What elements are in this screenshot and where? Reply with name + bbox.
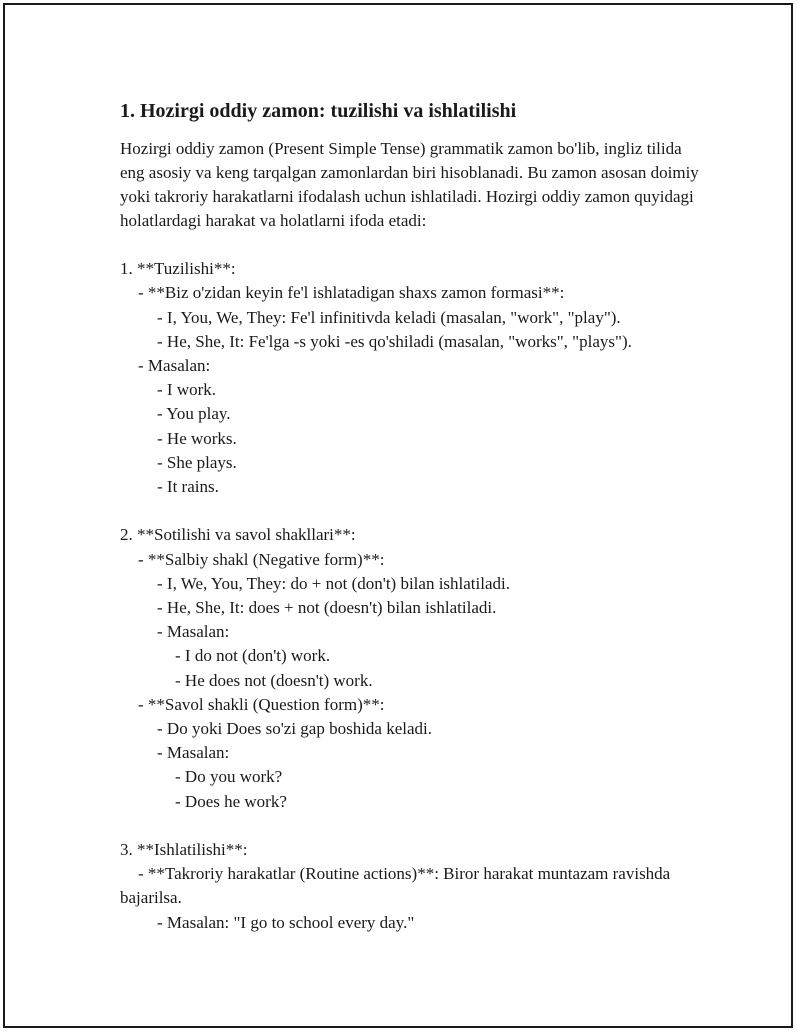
spacer <box>120 499 700 523</box>
spacer <box>120 233 700 257</box>
section-1-title: 1. **Tuzilishi**: <box>120 259 236 279</box>
section-1-sub-2: - Masalan: <box>138 356 211 375</box>
section-3-title: 3. **Ishlatilishi**: <box>120 840 248 860</box>
list-item: - I work. <box>157 380 217 400</box>
section-3-sub-1: - **Takroriy harakatlar (Routine actions)**: Biror harakat muntazam ravishda bajarilsa. <box>120 864 671 908</box>
list-item: - I, You, We, They: Fe'l infinitivda keladi (masalan, "work", "play"). <box>157 307 621 327</box>
intro-paragraph: Hozirgi oddiy zamon (Present Simple Tense) grammatik zamon bo'lib, ingliz tilida eng asosiy va keng tarqalgan zamonlardan biri hisoblanadi. Bu zamon asosan doimiy yoki takroriy harakatlarni ifodalash uchun ishlatiladi. Hozirgi oddiy zamon quyidagi holatlardagi harakat va holatlarni ifoda etadi: <box>120 139 699 230</box>
list-item: - He, She, It: Fe'lga -s yoki -es qo'shiladi (masalan, "works", "plays"). <box>157 331 632 351</box>
list-item: - She plays. <box>157 452 237 472</box>
list-item: - I, We, You, They: do + not (don't) bilan ishlatiladi. <box>157 573 510 593</box>
document-content <box>120 97 700 935</box>
section-heading: 1. Hozirgi oddiy zamon: tuzilishi va ishlatilishi <box>120 100 517 122</box>
list-item: - You play. <box>157 404 231 424</box>
list-item: - Masalan: <box>157 622 230 642</box>
section-1-sub-1: - **Biz o'zidan keyin fe'l ishlatadigan shaxs zamon formasi**: <box>138 283 565 303</box>
list-item: - Masalan: <box>157 743 230 763</box>
example-item: - Do you work? <box>175 767 283 787</box>
list-item: - It rains. <box>157 477 219 497</box>
example-item: - I do not (don't) work. <box>175 646 331 666</box>
example-item: - He does not (doesn't) work. <box>175 670 373 690</box>
example-item: - Does he work? <box>175 791 287 811</box>
spacer <box>120 814 700 838</box>
list-item: - Do yoki Does so'zi gap boshida keladi. <box>157 719 433 739</box>
list-item: - Masalan: "I go to school every day." <box>157 912 415 932</box>
section-2-sub-1: - **Salbiy shakl (Negative form)**: <box>138 549 385 569</box>
list-item: - He, She, It: does + not (doesn't) bilan ishlatiladi. <box>157 598 497 618</box>
document-page <box>3 3 793 1028</box>
list-item: - He works. <box>157 428 237 448</box>
section-2-sub-2: - **Savol shakli (Question form)**: <box>138 694 385 714</box>
section-2-title: 2. **Sotilishi va savol shakllari**: <box>120 525 356 545</box>
